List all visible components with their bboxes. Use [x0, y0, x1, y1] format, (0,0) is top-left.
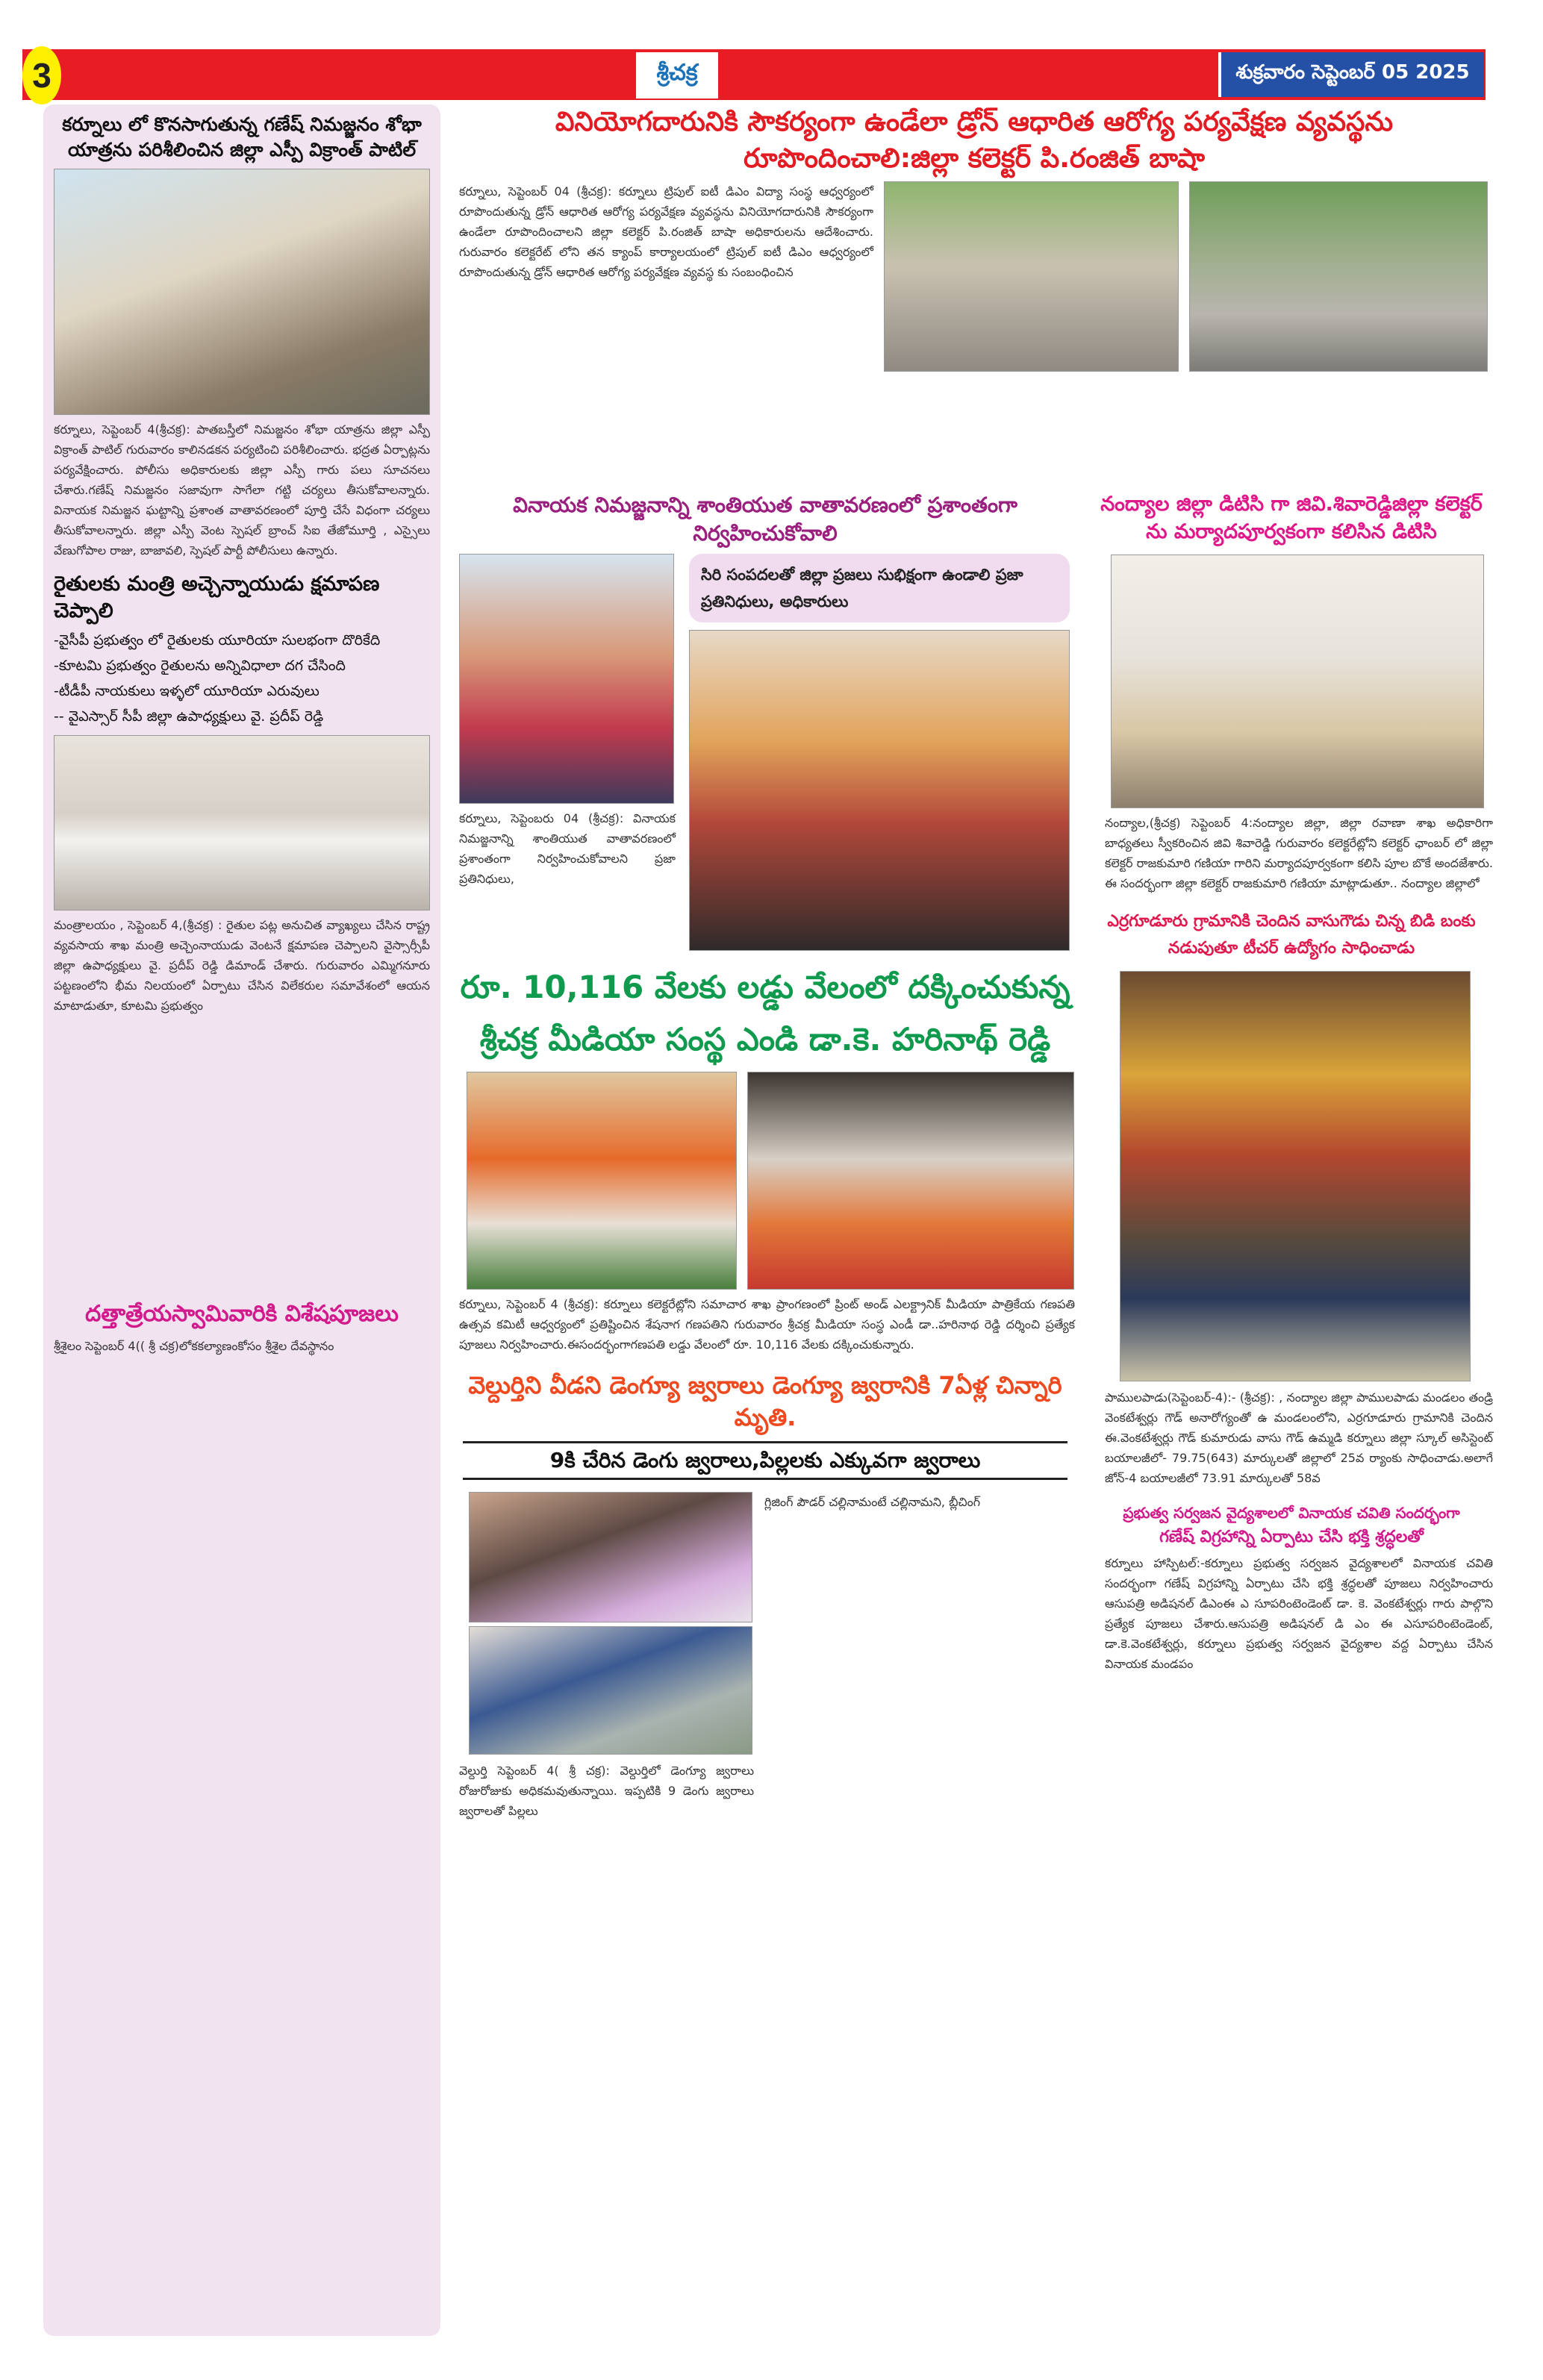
sp-procession-headline: కర్నూలు లో కొనసాగుతున్న గణేష్ నిమజ్జనం శోభా యాత్రను పరిశీలించిన జిల్లా ఎస్పీ విక్రాంత్ పాటిల్ [62, 113, 422, 160]
immersion-subhead: సిరి సంపదలతో జిల్లా ప్రజలు సుభిక్షంగా ఉండాలి ప్రజా ప్రతినిధులు, అధికారులు [701, 565, 1023, 610]
vasu-goud-shop-photo [1120, 971, 1471, 1381]
main-area [455, 104, 1493, 1821]
dengue-subheadline: 9కి చేరిన డెంగు జ్వరాలు,పిల్లలకు ఎక్కువగా జ్వరాలు [549, 1448, 981, 1473]
issue-date: శుక్రవారం సెప్టెంబర్ 05 2025 [1218, 52, 1484, 97]
drone-inspection-photo-2 [1189, 181, 1488, 372]
dengue-article [455, 1492, 1075, 1821]
sick-child-photo-2 [469, 1626, 752, 1755]
dengue-body-right: గ్లిజింగ్ పౌడర్ చల్లినామంటే చల్లినామని, బ్లీచింగ్ [764, 1494, 981, 1509]
drone-inspection-photo-1 [884, 181, 1179, 372]
sp-procession-body: కర్నూలు, సెప్టెంబర్ 4(శ్రీచక్ర): పాతబస్తీలో నిమజ్జనం శోభా యాత్రను జిల్లా ఎస్పీ విక్రాంత్ పాటిల్ గురువారం కాలినడకన పర్యటించి పరిశీలించారు. భద్రత ఏర్పాట్లను పర్యవేక్షించారు. పోలీసు అధికారులకు జిల్లా ఎస్పీ గారు పలు సూచనలు చేశారు.గణేష్ నిమజ్జనం సజావుగా సాగేలా గట్టి చర్యలు తీసుకోవాలన్నారు. వినాయక నిమజ్జన ఘట్టాన్ని ప్రశాంత వాతావరణంలో పూర్తి చేసే విధంగా చర్యలు తీసుకోవాలన్నారు. జిల్లా ఎస్పీ వెంట స్పెషల్ బ్రాంచ్ సిఐ తేజోమూర్తి , ఎస్సైలు వేణుగోపాల రాజు, బాజావలి, స్పెషల్ పార్టీ పోలీసులు ఉన్నారు. [54, 422, 430, 557]
divider [463, 1478, 1067, 1480]
hospital-headline-2: గణేష్ విగ్రహాన్ని ఏర్పాటు చేసి భక్తి శ్రద్ధలతో [1159, 1528, 1424, 1547]
laddu-body: కర్నూలు, సెప్టెంబర్ 4 (శ్రీచక్ర): కర్నూలు కలెక్టరేట్లోని సమాచార శాఖ ప్రాంగణంలో ప్రింట్ అండ్ ఎలక్ట్రానిక్ మీడియా పాత్రికేయ గణపతి ఉత్సవ కమిటీ ఆధ్వర్యంలో ప్రతిష్టించిన శేషనాగ గణపతిని గురువారం శ్రీచక్ర మీడియా సంస్థ ఎండీ డా..హరినాథ రెడ్డి దర్శించి ప్రత్యేక పూజలు నిర్వహించారు.ఈసందర్భంగాగణపతి లడ్డు వేలంలో రూ. 10,116 వేలకు దక్కించుకున్నారు. [459, 1296, 1075, 1352]
lower-columns [455, 491, 1493, 1821]
dtc-meets-collector-photo [1111, 555, 1484, 808]
sick-child-photo-1 [469, 1492, 752, 1622]
lead-article [455, 181, 1493, 372]
center-column [455, 491, 1075, 1821]
dengue-left [459, 1492, 754, 1821]
immersion-crowd-photo [689, 630, 1070, 951]
page-number: 3 [22, 46, 61, 104]
left-sidebar-column [43, 104, 440, 2336]
teacher-body: పాములపాడు(సెప్టెంబర్-4):- (శ్రీచక్ర): , నంద్యాల జిల్లా పాములపాడు మండలం తండ్రి వెంకటేశ్వర్లు గౌడ్ అనారోగ్యంతో ఉ మండలంలోని, ఎర్రగూడూరు గ్రామానికి చెందిన ఈ.వెంకటేశ్వర్లు గౌడ్ కుమారుడు వాసు గౌడ్ ఉమ్మడి కర్నూలు జిల్లా స్కూల్ అసిస్టెంట్ బయాలజీలో- 79.75(643) మార్కులతో జిల్లాలో 25వ ర్యాంకు సాధించాడు.అలాగే జోన్-4 బయాలజీలో 73.91 మార్కులతో 58వ [1105, 1390, 1493, 1486]
procession-photo [54, 169, 430, 415]
immersion-body: కర్నూలు, సెప్టెంబరు 04 (శ్రీచక్ర): వినాయక నిమజ్జనాన్ని శాంతియుత వాతావరణంలో ప్రశాంతంగా నిర్వహించుకోవాలని ప్రజా ప్రతినిధులు, [459, 810, 676, 886]
subpoint: -- వైఎస్సార్ సీపీ జిల్లా ఉపాధ్యక్షులు వై. ప్రదీప్ రెడ్డి [54, 708, 324, 725]
dengue-headline: వెల్దుర్తిని వీడని డెంగ్యూ జ్వరాలు డెంగ్యూ జ్వరానికి 7ఏళ్ల చిన్నారి మృతి. [468, 1370, 1062, 1431]
immersion-headline: వినాయక నిమజ్జనాన్ని శాంతియుత వాతావరణంలో ప్రశాంతంగా నిర్వహించుకోవాలి [513, 493, 1017, 546]
lead-headline: వినియోగదారునికి సౌకర్యంగా ఉండేలా డ్రోన్ ఆధారిత ఆరోగ్య పర్యవేక్షణ వ్యవస్థను రూపొందించాలి:జిల్లా కలెక్టర్ పి.రంజిత్ బాషా [555, 107, 1394, 174]
farmers-headline: రైతులకు మంత్రి అచ్చెన్నాయుడు క్షమాపణ చెప్పాలి [54, 572, 380, 622]
press-meet-photo [54, 735, 430, 911]
immersion-left [459, 554, 676, 889]
dattatreya-headline: దత్తాత్రేయస్వామివారికి విశేషపూజలు [85, 1301, 399, 1328]
hospital-body: కర్నూలు హాస్పిటల్:-కర్నూలు ప్రభుత్వ సర్వజన వైద్యశాలలో వినాయక చవితి సందర్భంగా గణేష్ విగ్రహాన్ని ఏర్పాటు చేసి భక్తి శ్రద్ధలతో పూజలు నిర్వహించారు ఆసుపత్రి అడిషనల్ డిఎంఈ ఎ సూపరింటెండెంట్ డా. కె. వెంకటేశ్వర్లు గారు పాల్గొని ప్రత్యేక పూజలు చేశారు.ఆసుపత్రి అడిషనల్ డి ఎం ఈ ఎసూపరింటెండెంట్, డా.కె.వెంకటేశ్వర్లు, కర్నూలు ప్రభుత్వ సర్వజన వైద్యశాల వద్ద ఏర్పాటు చేసిన వినాయక మండపం [1105, 1555, 1493, 1671]
laddu-auction-photo-2 [747, 1072, 1074, 1290]
laddu-headline: రూ. 10,116 వేలకు లడ్డు వేలంలో దక్కించుకున్న శ్రీచక్ర మీడియా సంస్థ ఎండి డా.కె. హరినాథ్ రెడ్డి [460, 968, 1070, 1058]
dtc-headline: నంద్యాల జిల్లా డిటిసి గా జివి.శివారెడ్డిజిల్లా కలెక్టర్ ను మర్యాదపూర్వకంగా కలిసిన డిటిసి [1100, 493, 1483, 543]
hospital-headline-1: ప్రభుత్వ సర్వజన వైద్యశాలలో వినాయక చవితి సందర్భంగా [1123, 1504, 1460, 1522]
newspaper-logo: శ్రీచక్ర [636, 52, 718, 99]
right-column [1090, 491, 1493, 1674]
dengue-body-left: వెల్దుర్తి సెప్టెంబర్ 4( శ్రీ చక్ర): వెల్దుర్తిలో డెంగ్యూ జ్వరాలు రోజురోజుకు అధికమవుతున్నాయి. ఇప్పటికి 9 డెంగు జ్వరాలు జ్వరాలతో పిల్లలు [459, 1763, 754, 1818]
immersion-subhead-box [689, 554, 1070, 622]
subpoint: -టీడీపీ నాయకులు ఇళ్ళలో యూరియా ఎరువులు [54, 683, 319, 700]
laddu-auction-photo-1 [467, 1072, 737, 1290]
immersion-article [455, 554, 1075, 951]
farmers-subpoints [54, 628, 430, 729]
lead-body: కర్నూలు, సెప్టెంబర్ 04 (శ్రీచక్ర): కర్నూలు ట్రిపుల్ ఐటీ డిఎం విద్యా సంస్థ ఆధ్వర్యంలో రూపొందుతున్న డ్రోన్ ఆధారిత ఆరోగ్య పర్యవేక్షణ వ్యవస్థను వినియోగదారునికి సౌకర్యంగా ఉండేలా రూపొందించాలని జిల్లా కలెక్టర్ పి.రంజిత్ బాషా అధికారులను ఆదేశించారు. గురువారం కలెక్టరేట్ లోని తన క్యాంప్ కార్యాలయంలో ట్రిపుల్ ఐటీ డిఎం ఆధ్వర్యంలో రూపొందుతున్న డ్రోన్ ఆధారిత ఆరోగ్య పర్యవేక్షణ వ్యవస్థ కు సంబంధించిన [459, 184, 873, 280]
immersion-right [689, 554, 1070, 951]
laddu-photos [467, 1072, 1075, 1290]
dattatreya-body: శ్రీశైలం సెప్టెంబర్ 4(( శ్రీ చక్ర)లోకకల్యాణంకోసం శ్రీశైల దేవస్థానం [54, 1338, 334, 1353]
dtc-body: నంద్యాల,(శ్రీచక్ర) సెప్టెంబర్ 4:నంద్యాల జిల్లా, జిల్లా రవాణా శాఖ అధికారిగా బాధ్యతలు స్వీకరించిన జివి శివారెడ్డి గురువారం కలెక్టరేట్లోని కలెక్టర్ ఛాంబర్ లో జిల్లా కలెక్టర్ రాజకుమారి గణియా గారిని మర్యాదపూర్వకంగా కలిసి పూల బొకే అందజేశారు. ఈ సందర్భంగా జిల్లా కలెక్టర్ రాజకుమారి గణియా మాట్లాడుతూ.. నంద్యాల జిల్లాలో [1105, 816, 1493, 891]
ganesh-idol-photo [459, 554, 674, 804]
farmers-body: మంత్రాలయం , సెప్టెంబర్ 4,(శ్రీచక్ర) : రైతుల పట్ల అనుచిత వ్యాఖ్యలు చేసిన రాష్ట్ర వ్యవసాయ శాఖ మంత్రి అచ్చెంనాయుడు వెంటనే క్షమాపణ చెప్పాలని వైస్సార్సీపీ జిల్లా ఉపాధ్యక్షులు వై. ప్రదీప్ రెడ్డి డిమాండ్ చేశారు. గురువారం ఎమ్మిగనూరు పట్టణంలోని భీమ నిలయంలో ఏర్పాటు చేసిన విలేకరుల సమావేశంలో ఆయన మాటాడుతూ, కూటమి ప్రభుత్వం [54, 918, 430, 1013]
subpoint: -కూటమి ప్రభుత్వం రైతులను అన్నివిధాలా దగ చేసింది [54, 658, 346, 675]
subpoint: -వైసీపీ ప్రభుత్వం లో రైతులకు యూరియా సులభంగా దొరికేది [54, 632, 381, 649]
teacher-headline: ఎర్రగూడూరు గ్రామానికి చెందిన వాసుగౌడు చిన్న బిడి బంకు నడుపుతూ టీచర్ ఉద్యోగం సాధించాడు [1107, 912, 1476, 958]
